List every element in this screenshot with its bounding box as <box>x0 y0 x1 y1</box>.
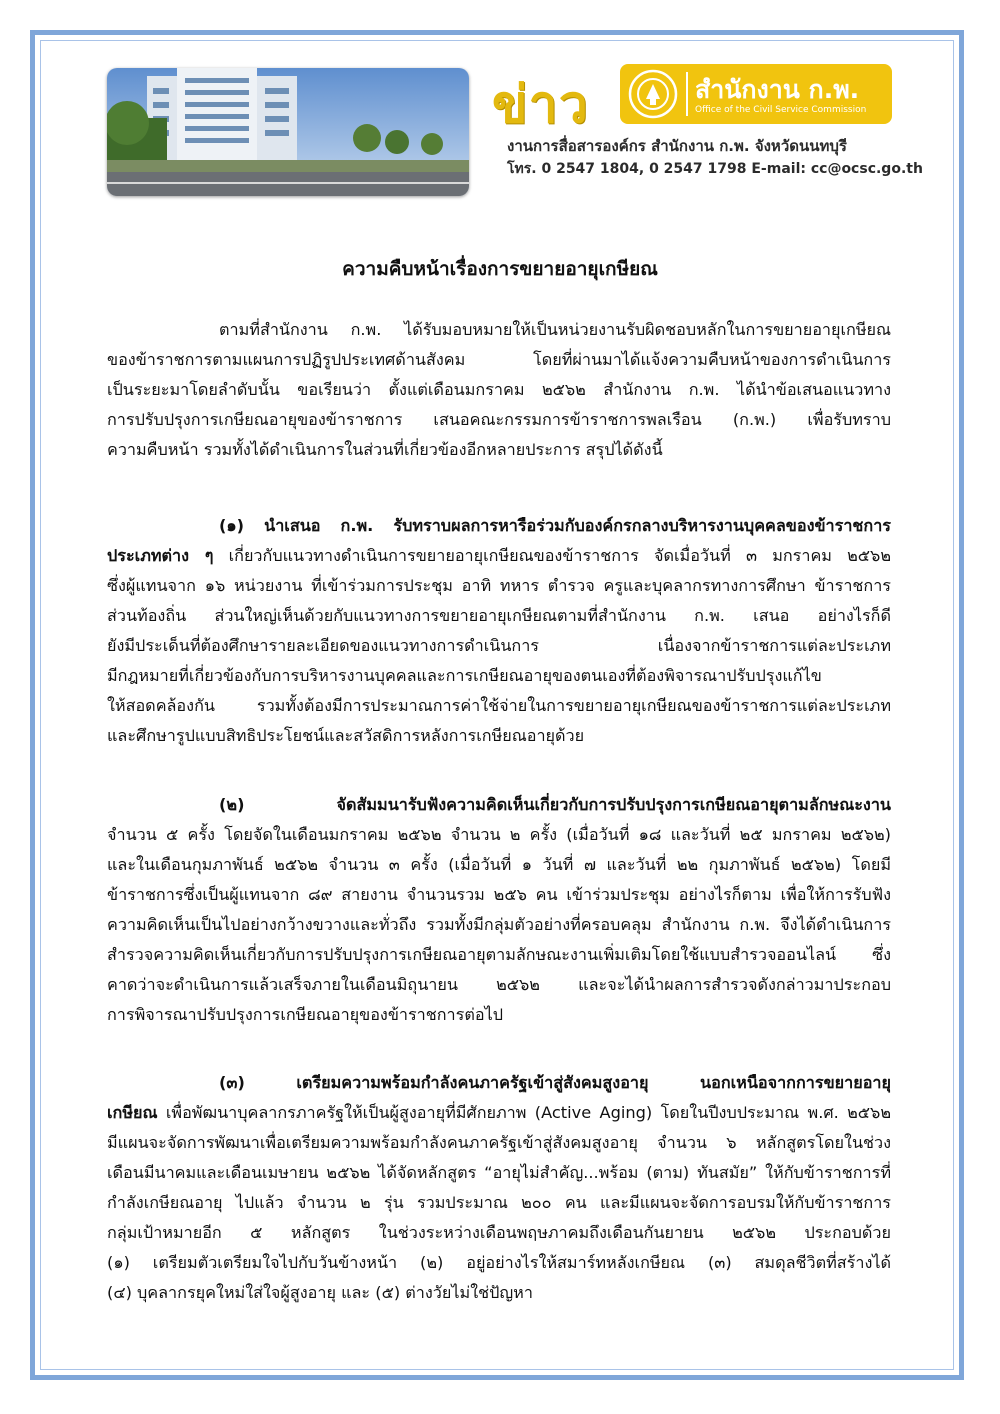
news-heading-word: ข่าว <box>492 74 589 135</box>
item-2-line: ความคิดเห็นเป็นไปอย่างกว้างขวางและทั่วถึง รวมทั้งมีกลุ่มตัวอย่างที่ครอบคลุม สำนักงาน ก.พ. จึงได้ดำเนินการ <box>107 915 891 934</box>
item-1-line: ส่วนท้องถิ่น ส่วนใหญ่เห็นด้วยกับแนวทางการขยายอายุเกษียณตามที่สำนักงาน ก.พ. เสนอ อย่างไรก็ดี <box>107 606 891 625</box>
intro-line: ความคืบหน้า รวมทั้งได้ดำเนินการในส่วนที่เกี่ยวข้องอีกหลายประการ สรุปได้ดังนี้ <box>107 440 663 459</box>
intro-line: เป็นระยะมาโดยลำดับนั้น ขอเรียนว่า ตั้งแต่เดือนมกราคม ๒๕๖๒ สำนักงาน ก.พ. ได้นำข้อเสนอแนวทาง <box>107 380 891 399</box>
item-1-line: และศึกษารูปแบบสิทธิประโยชน์และสวัสดิการหลังการเกษียณอายุด้วย <box>107 726 585 745</box>
logo-name: สำนักงาน ก.พ. <box>695 75 860 104</box>
item-3-line: (๔) บุคลากรยุคใหม่ใส่ใจผู้สูงอายุ และ (๕) ต่างวัยไม่ใช่ปัญหา <box>107 1283 533 1302</box>
logo-divider <box>686 72 688 116</box>
intro-line: ตามที่สำนักงาน ก.พ. ได้รับมอบหมายให้เป็นหน่วยงานรับผิดชอบหลักในการขยายอายุเกษียณ <box>219 320 891 339</box>
intro-line: ของข้าราชการตามแผนการปฏิรูปประเทศด้านสังคม โดยที่ผ่านมาได้แจ้งความคืบหน้าของการดำเนินการ <box>107 350 891 369</box>
item-2-paragraph <box>107 790 891 1030</box>
item-1-line: ซึ่งผู้แทนจาก ๑๖ หน่วยงาน ที่เข้าร่วมการประชุม อาทิ ทหาร ตำรวจ ครูและบุคลากรทางการศึกษา ข้าราชการ <box>107 576 891 595</box>
item-2-heading: (๒) จัดสัมมนารับฟังความคิดเห็นเกี่ยวกับการปรับปรุงการเกษียณอายุตามลักษณะงาน <box>219 795 891 814</box>
item-2-line: คาดว่าจะดำเนินการแล้วเสร็จภายในเดือนมิถุนายน ๒๕๖๒ และจะได้นำผลการสำรวจดังกล่าวมาประกอบ <box>107 975 891 994</box>
item-2-line: ข้าราชการซึ่งเป็นผู้แทนจาก ๘๙ สายงาน จำนวนรวม ๒๕๖ คน เข้าร่วมประชุม อย่างไรก็ตาม เพื่อให้การรับฟัง <box>107 885 891 904</box>
item-3-line: กลุ่มเป้าหมายอีก ๕ หลักสูตร ในช่วงระหว่างเดือนพฤษภาคมถึงเดือนกันยายน ๒๕๖๒ ประกอบด้วย <box>107 1223 891 1242</box>
intro-paragraph <box>107 315 891 465</box>
office-building-photo <box>107 68 469 196</box>
item-2-line: การพิจารณาปรับปรุงการเกษียณอายุของข้าราชการต่อไป <box>107 1005 503 1024</box>
item-3-paragraph <box>107 1068 891 1308</box>
item-3-line: เพื่อพัฒนาบุคลากรภาครัฐให้เป็นผู้สูงอายุที่มีศักยภาพ (Active Aging) โดยในปีงบประมาณ พ.ศ. ๒๕๖๒ <box>157 1103 891 1122</box>
item-1-line: ยังมีประเด็นที่ต้องศึกษารายละเอียดของแนวทางการดำเนินการ เนื่องจากข้าราชการแต่ละประเภท <box>107 636 891 655</box>
ocsc-logo-banner <box>620 64 892 124</box>
contact-line-2: โทร. 0 2547 1804, 0 2547 1798 E-mail: cc@ocsc.go.th <box>507 161 923 177</box>
item-1-line: มีกฎหมายที่เกี่ยวข้องกับการบริหารงานบุคคลและการเกษียณอายุของตนเองที่ต้องพิจารณาปรับปรุงแก้ไข <box>107 666 822 685</box>
item-2-line: สำรวจความคิดเห็นเกี่ยวกับการปรับปรุงการเกษียณอายุตามลักษณะงานเพิ่มเติมโดยใช้แบบสำรวจออนไลน์ ซึ่ง <box>107 945 891 964</box>
intro-line: การปรับปรุงการเกษียณอายุของข้าราชการ เสนอคณะกรรมการข้าราชการพลเรือน (ก.พ.) เพื่อรับทราบ <box>107 410 891 429</box>
document-title: ความคืบหน้าเรื่องการขยายอายุเกษียณ <box>342 258 658 280</box>
item-2-line: จำนวน ๕ ครั้ง โดยจัดในเดือนมกราคม ๒๕๖๒ จำนวน ๒ ครั้ง (เมื่อวันที่ ๑๘ และวันที่ ๒๕ มกราคม ๒๕๖๒) <box>107 825 891 844</box>
item-2-line: และในเดือนกุมภาพันธ์ ๒๕๖๒ จำนวน ๓ ครั้ง (เมื่อวันที่ ๑ วันที่ ๗ และวันที่ ๒๒ กุมภาพันธ์ ๒๕๖๒) โดยมี <box>107 855 891 874</box>
item-3-heading: (๓) เตรียมความพร้อมกำลังคนภาครัฐเข้าสู่สังคมสูงอายุ นอกเหนือจากการขยายอายุ <box>219 1073 891 1092</box>
item-3-line: (๑) เตรียมตัวเตรียมใจไปกับวันข้างหน้า (๒) อยู่อย่างไรให้สมาร์ทหลังเกษียณ (๓) สมดุลชีวิตที่สร้างได้ <box>107 1253 891 1272</box>
logo-subtitle: Office of the Civil Service Commission <box>695 105 867 115</box>
item-3-heading-cont: เกษียณ <box>107 1103 158 1122</box>
item-3-line: กำลังเกษียณอายุ ไปแล้ว จำนวน ๒ รุ่น รวมประมาณ ๒๐๐ คน และมีแผนจะจัดการอบรมให้กับข้าราชการ <box>107 1193 891 1212</box>
item-3-line: มีแผนจะจัดการพัฒนาเพื่อเตรียมความพร้อมกำลังคนภาครัฐเข้าสู่สังคมสูงอายุ จำนวน ๖ หลักสูตรโดยในช่วง <box>107 1133 891 1152</box>
item-1-line: เกี่ยวกับแนวทางดำเนินการขยายอายุเกษียณของข้าราชการ จัดเมื่อวันที่ ๓ มกราคม ๒๕๖๒ <box>213 546 891 565</box>
ocsc-seal-icon <box>628 69 678 119</box>
item-1-paragraph <box>107 511 891 751</box>
item-1-heading-cont: ประเภทต่าง ๆ <box>107 546 214 565</box>
item-1-line: ให้สอดคล้องกัน รวมทั้งต้องมีการประมาณการค่าใช้จ่ายในการขยายอายุเกษียณของข้าราชการแต่ละประเภท <box>107 696 891 715</box>
contact-line-1: งานการสื่อสารองค์กร สำนักงาน ก.พ. จังหวัดนนทบุรี <box>507 137 847 155</box>
item-3-line: เดือนมีนาคมและเดือนเมษายน ๒๕๖๒ ได้จัดหลักสูตร “อายุไม่สำคัญ...พร้อม (ตาม) ทันสมัย” ให้กับข้าราชการที่ <box>107 1163 891 1182</box>
item-1-heading: (๑) นำเสนอ ก.พ. รับทราบผลการหารือร่วมกับองค์กรกลางบริหารงานบุคคลของข้าราชการ <box>219 516 891 535</box>
